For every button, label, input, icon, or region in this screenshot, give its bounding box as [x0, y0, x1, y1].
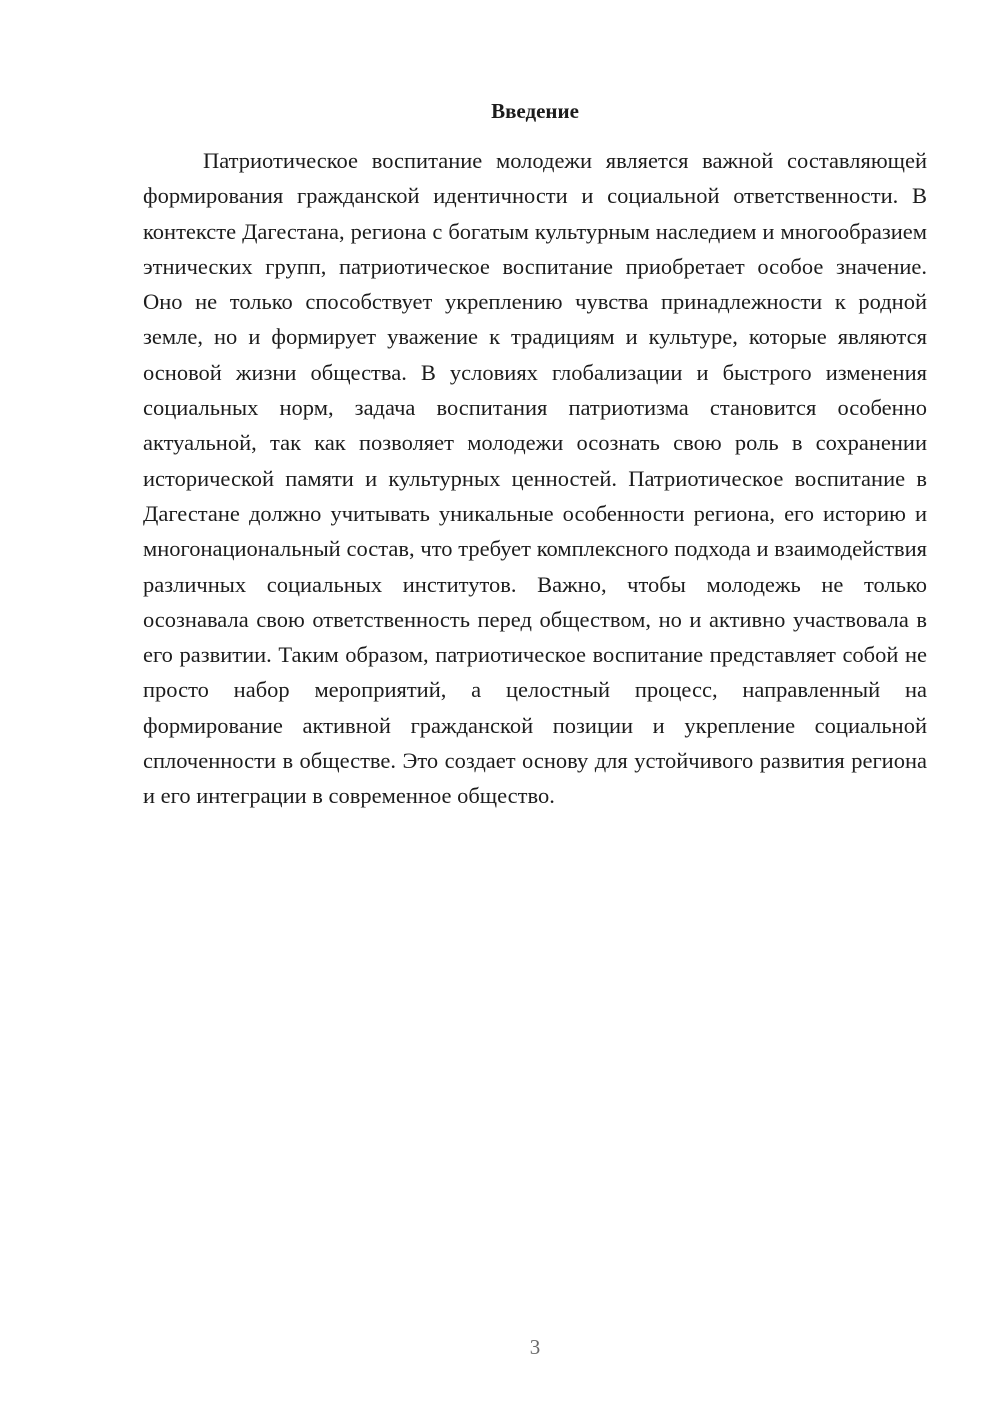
body-paragraph: Патриотическое воспитание молодежи является важной составляющей формирования гражданской идентичности и социальной ответственности. В контексте Дагестана, региона с богатым культурным наследием и многообразием этнических групп, патриотическое воспитание приобретает особое значение. Оно не только способствует укреплению чувства принадлежности к родной земле, но и формирует уважение к традициям и культуре, которые являются основой жизни общества. В условиях глобализации и быстрого изменения социальных норм, задача воспитания патриотизма становится особенно актуальной, так как позволяет молодежи осознать свою роль в сохранении исторической памяти и культурных ценностей. Патриотическое воспитание в Дагестане должно учитывать уникальные особенности региона, его историю и многонациональный состав, что требует комплексного подхода и взаимодействия различных социальных институтов. Важно, чтобы молодежь не только осознавала свою ответственность перед обществом, но и активно участвовала в его развитии. Таким образом, патриотическое воспитание представляет собой не просто набор мероприятий, а целостный процесс, направленный на формирование активной гражданской позиции и укрепление социальной сплоченности в обществе. Это создает основу для устойчивого развития региона и его интеграции в современное общество. [143, 148, 927, 809]
page-number: 3 [529, 1335, 541, 1359]
section-heading: Введение [491, 99, 579, 123]
